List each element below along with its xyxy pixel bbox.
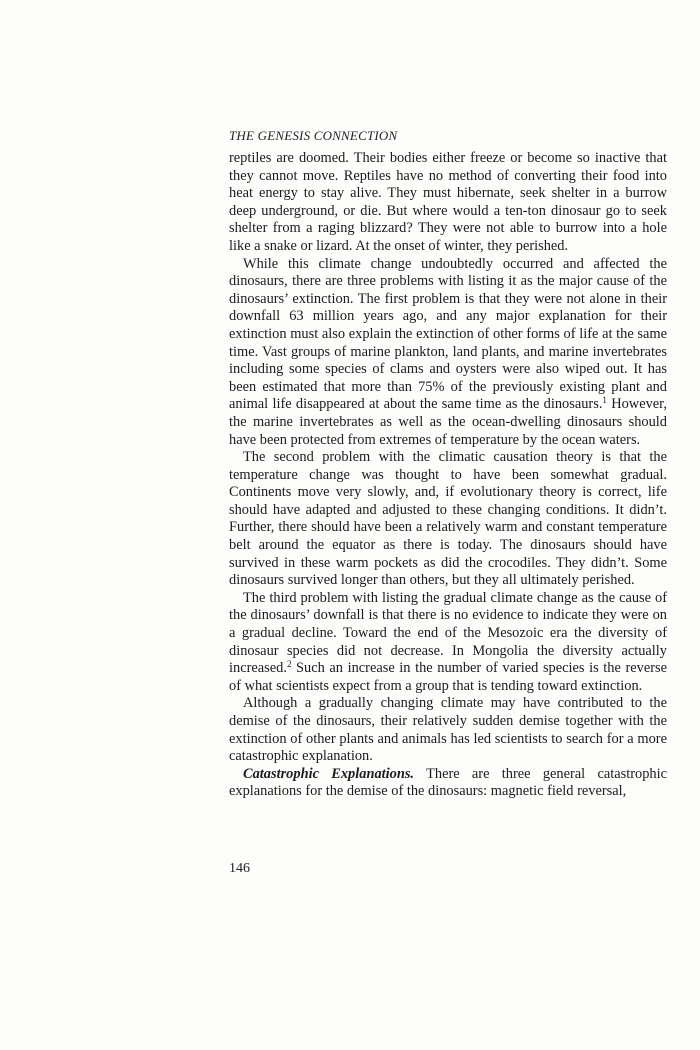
paragraph-text: There are three general catastrophic explanations for the demise of the dinosaurs: magnetic field reversal, xyxy=(229,765,667,800)
paragraph-text: reptiles are doomed. Their bodies either freeze or become so inactive that they cannot move. Reptiles have no method of converting their food into heat energy to stay alive. They must hibernate, seek shelter in a burrow deep underground, or die. But where would a ten-ton dinosaur go to seek shelter from a raging blizzard? They were not able to burrow into a hole like a snake or lizard. At the onset of winter, they perished. xyxy=(229,150,667,254)
running-head: THE GENESIS CONNECTION xyxy=(229,128,398,143)
paragraph-1 xyxy=(229,150,667,256)
footnote-marker: 2 xyxy=(286,659,292,670)
paragraph-3 xyxy=(229,449,667,590)
paragraph-text: While this climate change undoubtedly occurred and affected the dinosaurs, there are three problems with listing it as the major cause of the dinosaurs’ extinction. The first problem is that they were not alone in their downfall 63 million years ago, and any major explanation for their extinction must also explain the extinction of other forms of life at the same time. Vast groups of marine plankton, land plants, and marine invertebrates including some species of clams and oysters were also wiped out. It has been estimated that more than 75% of the previously existing plant and animal life disappeared at about the same time as the dinosaurs. xyxy=(229,255,667,413)
paragraph-6 xyxy=(229,766,667,801)
paragraph-text-continued: However, the marine invertebrates as well as the ocean-dwelling dinosaurs should have been protected from extremes of temperature by the ocean waters. xyxy=(229,396,667,448)
paragraph-2 xyxy=(229,256,667,450)
paragraph-text-continued: Such an increase in the number of varied species is the reverse of what scientists expect from a group that is tending toward extinction. xyxy=(229,660,667,694)
body-text xyxy=(229,150,667,801)
paragraph-5 xyxy=(229,695,667,765)
paragraph-text: Although a gradually changing climate may have contributed to the demise of the dinosaurs, their relatively sudden demise together with the extinction of other plants and animals has led scientists to search for a more catastrophic explanation. xyxy=(229,695,667,765)
paragraph-4 xyxy=(229,590,667,696)
paragraph-text: The third problem with listing the gradual climate change as the cause of the dinosaurs’ downfall is that there is no evidence to indicate they were on a gradual decline. Toward the end of the Mesozoic era the diversity of dinosaur species did not decrease. In Mongolia the diversity actually increased. xyxy=(229,589,667,677)
run-in-heading: Catastrophic Explanations. xyxy=(243,765,415,782)
page-number: 146 xyxy=(229,861,250,876)
footnote-marker: 1 xyxy=(602,395,607,406)
paragraph-text: The second problem with the climatic causation theory is that the temperature change was thought to have been somewhat gradual. Continents move very slowly, and, if evolutionary theory is correct, life should have adapted and adjusted to these changing conditions. It didn’t. Further, there should have been a relatively warm and constant temperature belt around the equator as there is today. The dinosaurs should have survived in these warm pockets as did the crocodiles. They didn’t. Some dinosaurs survived longer than others, but they all ultimately perished. xyxy=(229,449,667,589)
